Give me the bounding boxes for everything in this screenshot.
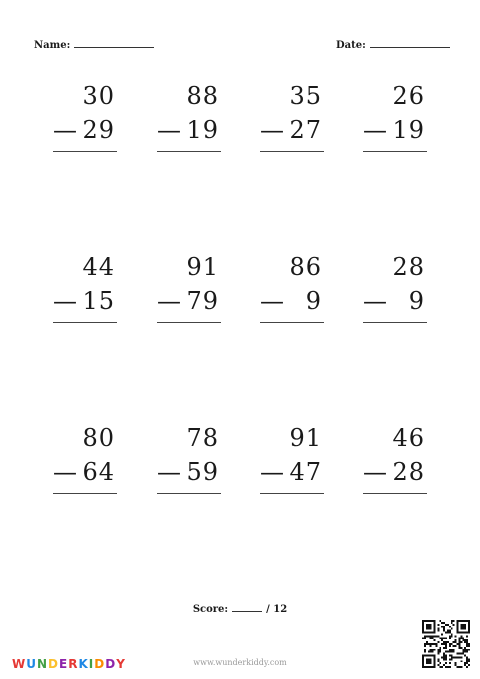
minuend: 26 xyxy=(392,82,425,110)
minus-sign: — xyxy=(260,116,284,144)
subtrahend: 64 xyxy=(82,458,115,486)
subtrahend: 47 xyxy=(289,458,322,486)
minus-sign: — xyxy=(363,458,387,486)
score-blank[interactable] xyxy=(232,602,262,612)
subtraction-problem xyxy=(157,424,221,504)
subtrahend: 59 xyxy=(186,458,219,486)
brand-letter: D xyxy=(105,657,117,671)
minuend: 28 xyxy=(392,253,425,281)
subtrahend: 9 xyxy=(305,287,322,315)
website-url: www.wunderkiddy.com xyxy=(193,658,287,667)
answer-line[interactable] xyxy=(157,151,221,152)
minus-sign: — xyxy=(157,287,181,315)
score-field[interactable] xyxy=(0,602,480,615)
subtrahend: 29 xyxy=(82,116,115,144)
brand-letter: N xyxy=(37,657,49,671)
answer-line[interactable] xyxy=(157,322,221,323)
minuend: 91 xyxy=(186,253,219,281)
subtraction-problem xyxy=(363,424,427,504)
minuend: 78 xyxy=(186,424,219,452)
minus-sign: — xyxy=(53,458,77,486)
subtraction-problem xyxy=(157,82,221,162)
brand-letter: U xyxy=(26,657,37,671)
brand-letter: I xyxy=(88,657,95,671)
answer-line[interactable] xyxy=(363,322,427,323)
minuend: 91 xyxy=(289,424,322,452)
subtrahend: 19 xyxy=(392,116,425,144)
brand-letter: Y xyxy=(116,657,126,671)
brand-letter: K xyxy=(78,657,89,671)
subtrahend: 15 xyxy=(82,287,115,315)
subtraction-problem xyxy=(53,424,117,504)
answer-line[interactable] xyxy=(363,151,427,152)
subtrahend: 79 xyxy=(186,287,219,315)
brand-letter: W xyxy=(12,657,27,671)
minus-sign: — xyxy=(53,287,77,315)
brand-letter: D xyxy=(94,657,106,671)
subtraction-problem xyxy=(53,82,117,162)
subtraction-problem xyxy=(363,82,427,162)
score-total: / 12 xyxy=(266,604,288,615)
minuend: 46 xyxy=(392,424,425,452)
subtraction-problem xyxy=(157,253,221,333)
minuend: 88 xyxy=(186,82,219,110)
answer-line[interactable] xyxy=(157,493,221,494)
qr-code-icon xyxy=(422,620,470,668)
name-label: Name: xyxy=(34,40,71,51)
answer-line[interactable] xyxy=(53,493,117,494)
subtraction-problem xyxy=(260,424,324,504)
date-label: Date: xyxy=(336,40,366,51)
subtrahend: 9 xyxy=(408,287,425,315)
minus-sign: — xyxy=(157,116,181,144)
minus-sign: — xyxy=(157,458,181,486)
answer-line[interactable] xyxy=(363,493,427,494)
answer-line[interactable] xyxy=(53,151,117,152)
subtraction-problem xyxy=(53,253,117,333)
minus-sign: — xyxy=(260,458,284,486)
minuend: 35 xyxy=(289,82,322,110)
brand-letter: R xyxy=(68,657,79,671)
answer-line[interactable] xyxy=(260,151,324,152)
minus-sign: — xyxy=(363,116,387,144)
subtrahend: 28 xyxy=(392,458,425,486)
subtraction-problem xyxy=(260,82,324,162)
subtrahend: 27 xyxy=(289,116,322,144)
subtrahend: 19 xyxy=(186,116,219,144)
score-label: Score: xyxy=(192,604,229,615)
answer-line[interactable] xyxy=(260,493,324,494)
subtraction-problem xyxy=(363,253,427,333)
subtraction-problem xyxy=(260,253,324,333)
minuend: 80 xyxy=(82,424,115,452)
minuend: 30 xyxy=(82,82,115,110)
answer-line[interactable] xyxy=(53,322,117,323)
brand-letter: D xyxy=(48,657,60,671)
minus-sign: — xyxy=(53,116,77,144)
minuend: 86 xyxy=(289,253,322,281)
minus-sign: — xyxy=(260,287,284,315)
minuend: 44 xyxy=(82,253,115,281)
brand-letter: E xyxy=(59,657,69,671)
answer-line[interactable] xyxy=(260,322,324,323)
minus-sign: — xyxy=(363,287,387,315)
